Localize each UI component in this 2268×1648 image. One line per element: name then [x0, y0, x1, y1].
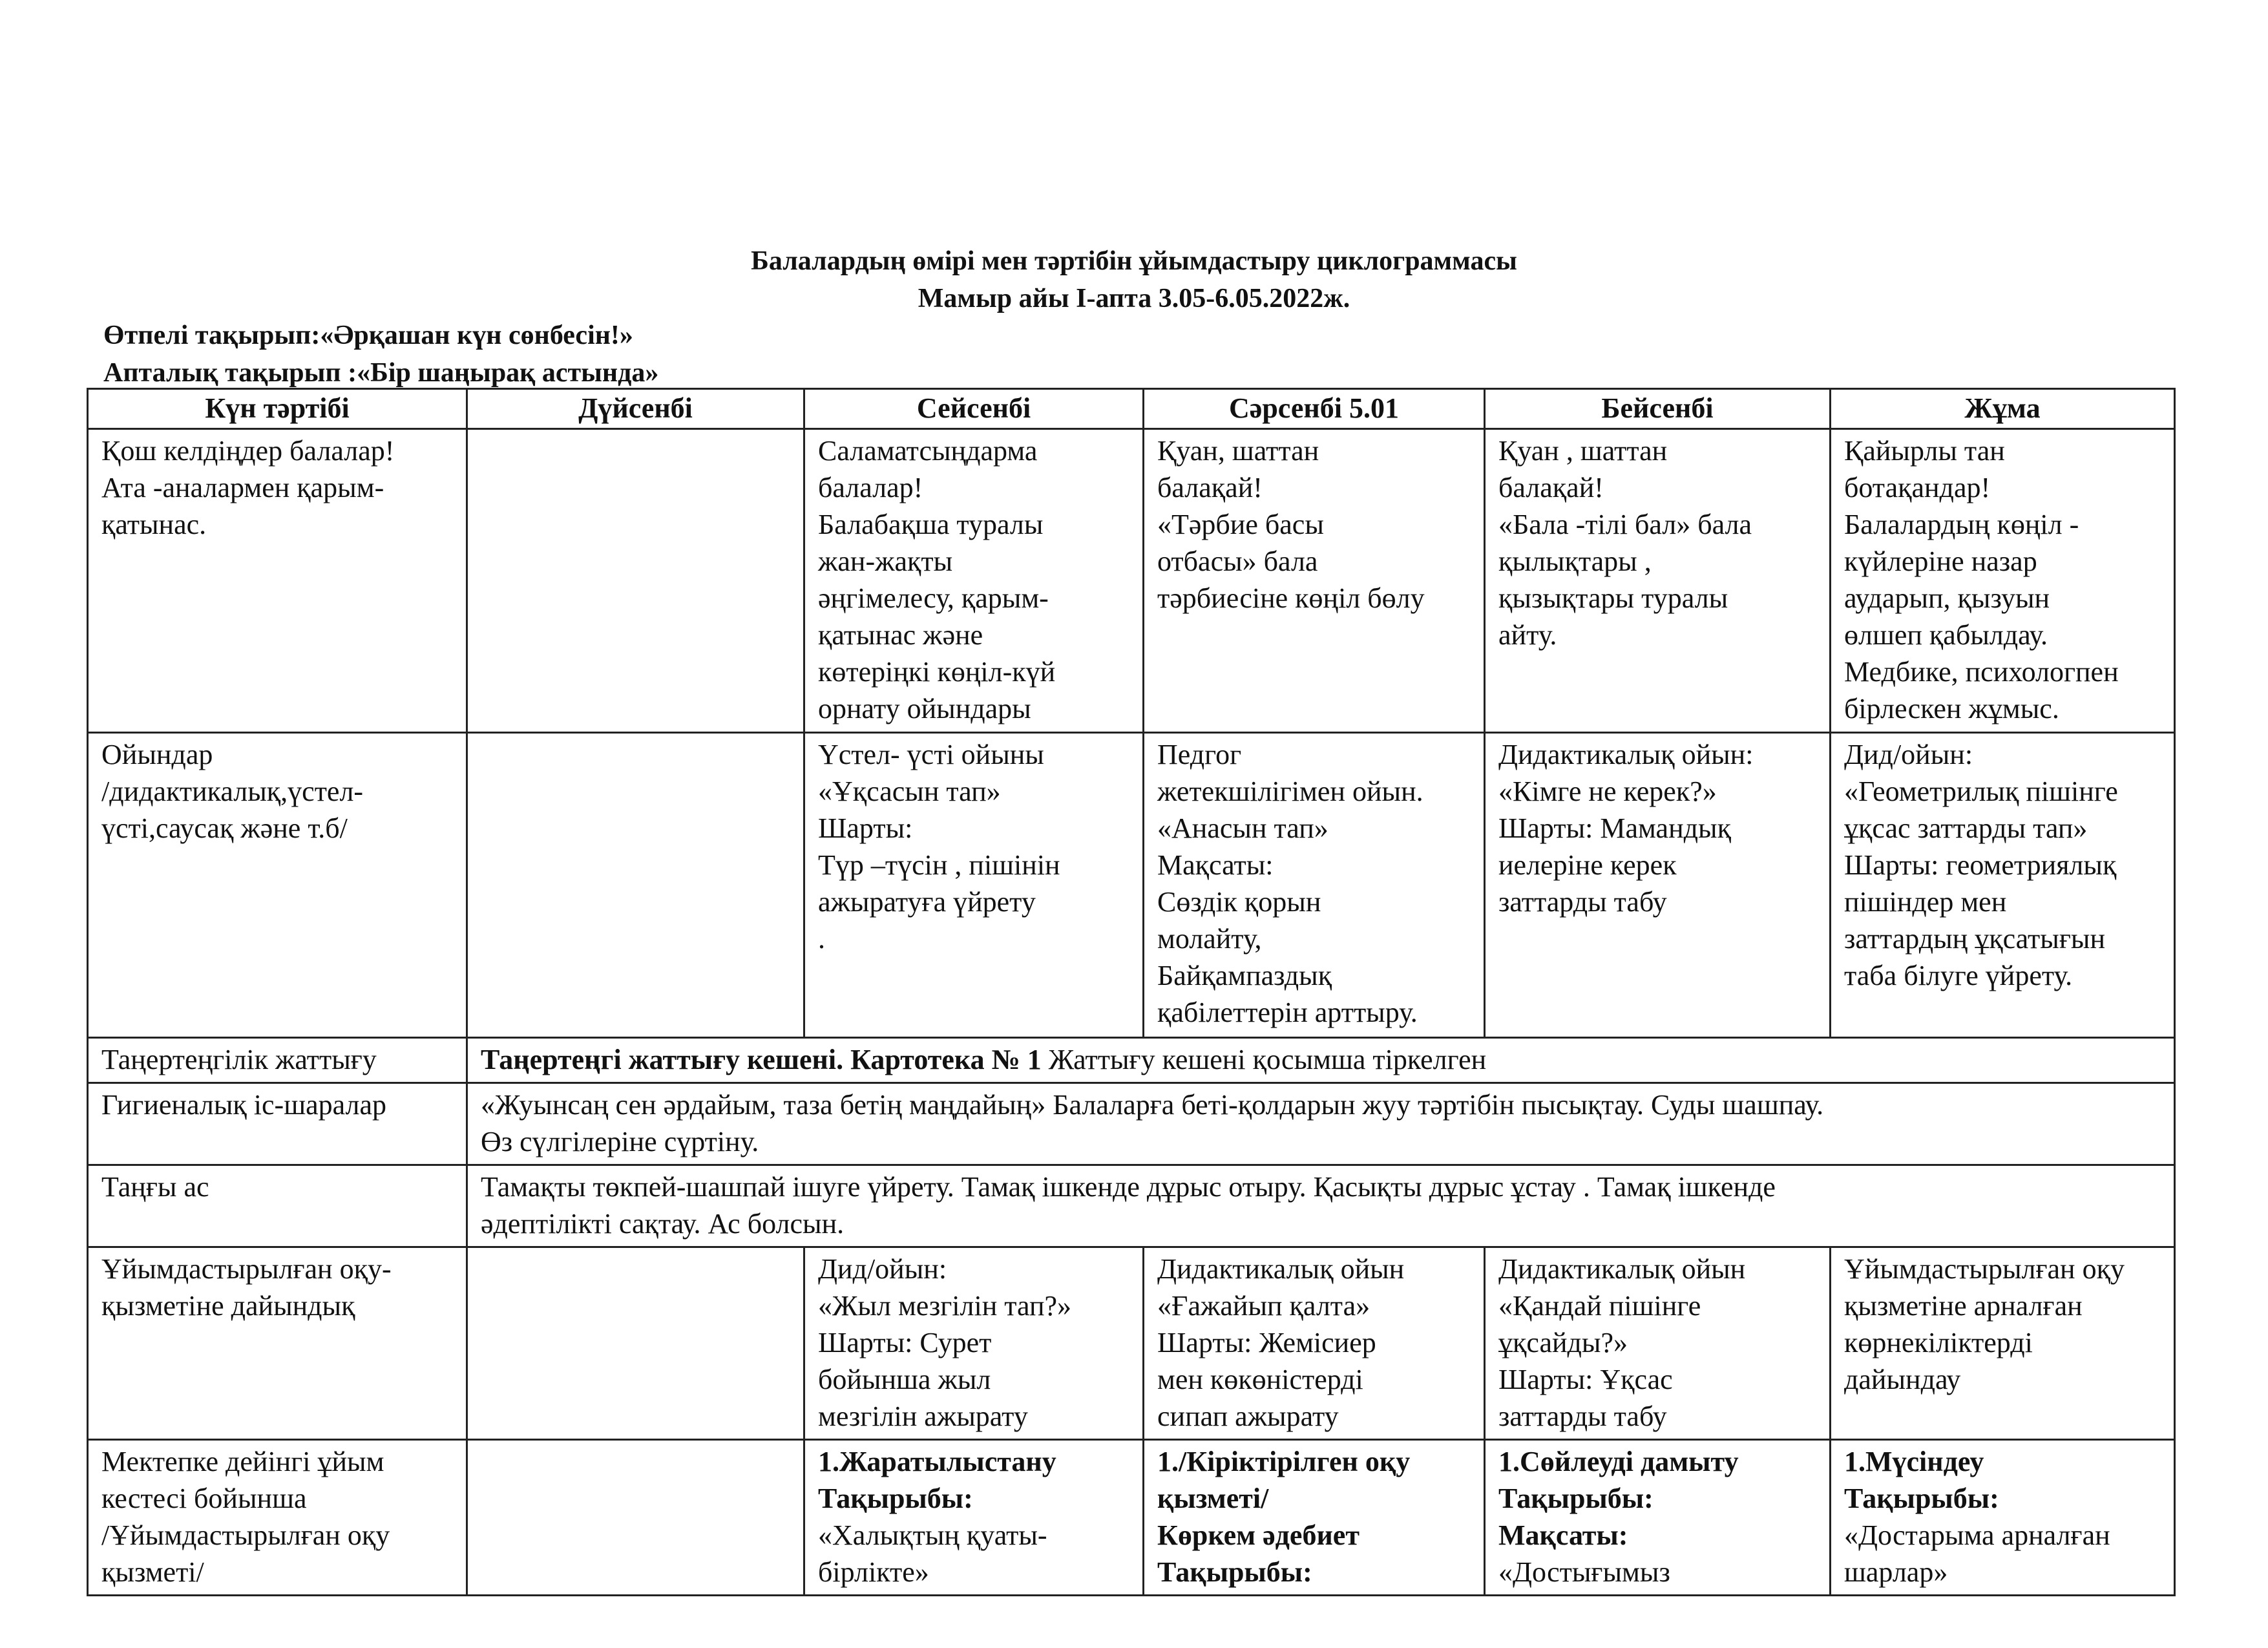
- document-subtitle: Мамыр айы I-апта 3.05-6.05.2022ж.: [918, 284, 1350, 313]
- thursday-cell: Дидактикалық ойын «Қандай пішінге ұқсайды?» Шарты: Ұқсас заттарды табу: [1485, 1247, 1831, 1440]
- table-row: [88, 1440, 2175, 1596]
- tuesday-cell: Дид/ойын: «Жыл мезгілін тап?» Шарты: Сурет бойынша жыл мезгілін ажырату: [804, 1247, 1144, 1440]
- wednesday-cell: Дидактикалық ойын «Ғажайып қалта» Шарты: Жемісиер мен көкөністерді сипап ажырату: [1144, 1247, 1485, 1440]
- row-label: Ұйымдастырылған оқу- қызметіне дайындық: [88, 1247, 467, 1440]
- table-row: [88, 429, 2175, 733]
- table-row: [88, 1247, 2175, 1440]
- wednesday-cell: Қуан, шаттан балақай! «Тәрбие басы отбасы» бала тәрбиесіне көңіл бөлу: [1144, 429, 1485, 733]
- friday-cell: Дид/ойын: «Геометрилық пішінге ұқсас заттарды тап» Шарты: геометриялық пішіндер мен заттардың ұқсатығын таба білуге үйрету.: [1831, 733, 2175, 1038]
- passing-topic: Өтпелі тақырып:«Әрқашан күн сөнбесін!»: [103, 321, 633, 350]
- tuesday-cell: Саламатсыңдарма балалар! Балабақша туралы жан-жақты әңгімелесу, қарым- қатынас және көтеріңкі көңіл-күй орнату ойындары: [804, 429, 1144, 733]
- col-header-monday: Дүйсенбі: [467, 389, 804, 429]
- col-header-daily-routine: Күн тәртібі: [88, 389, 467, 429]
- hygiene-cell: «Жуынсаң сен әрдайым, таза бетің маңдайың» Балаларға беті-қолдарын жуу тәртібін пысықтау. Суды шашпау. Өз сүлгілеріне сүртіну.: [467, 1083, 2175, 1165]
- friday-cell: Қайырлы тан ботақандар! Балалардың көңіл - күйлеріне назар аударып, қызуын өлшеп қабылдау. Медбике, психологпен бірлескен жұмыс.: [1831, 429, 2175, 733]
- monday-cell: [467, 429, 804, 733]
- friday-cell: 1.Мүсіндеу Тақырыбы: «Достарыма арналған шарлар»: [1831, 1440, 2175, 1596]
- topics-block: [103, 317, 658, 392]
- table-row: [88, 1038, 2175, 1083]
- tuesday-cell: Үстел- үсті ойыны «Ұқсасын тап» Шарты: Түр –түсін , пішінін ажыратуға үйрету .: [804, 733, 1144, 1038]
- weekly-topic: Апталық тақырып :«Бір шаңырақ астында»: [103, 358, 659, 388]
- row-label: Ойындар /дидактикалық,үстел- үсті,саусақ және т.б/: [88, 733, 467, 1038]
- row-label: Таңертеңгілік жаттығу: [88, 1038, 467, 1083]
- col-header-thursday: Бейсенбі: [1485, 389, 1831, 429]
- tuesday-cell: 1.Жаратылыстану Тақырыбы: «Халықтың қуаты- бірлікте»: [804, 1440, 1144, 1596]
- document-title: Балалардың өмірі мен тәртібін ұйымдастыру циклограммасы: [751, 246, 1517, 276]
- document-header: [0, 242, 2268, 317]
- row-label: Мектепке дейінгі ұйым кестесі бойынша /Ұйымдастырылған оқу қызметі/: [88, 1440, 467, 1596]
- row-label: Таңғы ас: [88, 1165, 467, 1247]
- thursday-cell: Дидактикалық ойын: «Кімге не керек?» Шарты: Мамандық иелеріне керек заттарды табу: [1485, 733, 1831, 1038]
- thursday-cell: Қуан , шаттан балақай! «Бала -тілі бал» бала қылықтары , қызықтары туралы айту.: [1485, 429, 1831, 733]
- schedule-table: [87, 388, 2176, 1596]
- col-header-friday: Жұма: [1831, 389, 2175, 429]
- monday-cell: [467, 1247, 804, 1440]
- thursday-cell: 1.Сөйлеуді дамыту Тақырыбы: Мақсаты: «Достығымыз: [1485, 1440, 1831, 1596]
- morning-exercise-cell: [467, 1038, 2175, 1083]
- breakfast-cell: Тамақты төкпей-шашпай ішуге үйрету. Тамақ ішкенде дұрыс отыру. Қасықты дұрыс ұстау . Тамақ ішкенде әдептілікті сақтау. Ас болсын.: [467, 1165, 2175, 1247]
- friday-cell: Ұйымдастырылған оқу қызметіне арналған көрнекіліктерді дайындау: [1831, 1247, 2175, 1440]
- monday-cell: [467, 733, 804, 1038]
- wednesday-cell: 1./Кірiктірілген оқу қызметі/ Көркем әдебиет Тақырыбы:: [1144, 1440, 1485, 1596]
- col-header-tuesday: Сейсенбі: [804, 389, 1144, 429]
- table-row: [88, 1165, 2175, 1247]
- wednesday-cell: Педгог жетекшілігімен ойын. «Анасын тап» Мақсаты: Сөздік қорын молайту, Байқампаздық қабілеттерін арттыру.: [1144, 733, 1485, 1038]
- morning-exercise-title: Таңертеңгі жаттығу кешені. Картотека № 1: [481, 1044, 1042, 1075]
- row-label: Гигиеналық іс-шаралар: [88, 1083, 467, 1165]
- col-header-wednesday: Сәрсенбі 5.01: [1144, 389, 1485, 429]
- table-row: [88, 1083, 2175, 1165]
- morning-exercise-note: Жаттығу кешені қосымша тіркелген: [1041, 1044, 1487, 1075]
- table-row: [88, 733, 2175, 1038]
- monday-cell: [467, 1440, 804, 1596]
- row-label: Қош келдіңдер балалар! Ата -аналармен қарым- қатынас.: [88, 429, 467, 733]
- table-header-row: [88, 389, 2175, 429]
